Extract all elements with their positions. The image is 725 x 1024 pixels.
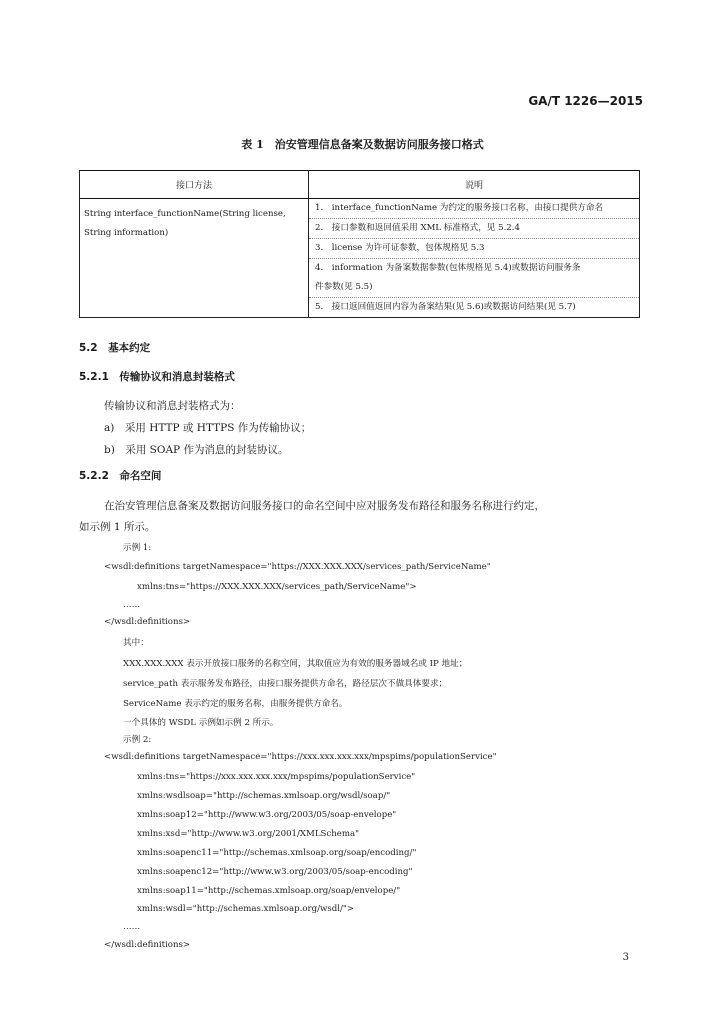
notes-label: 其中： [123, 638, 149, 648]
code-line: xmlns:wsdlsoap="http://schemas.xmlsoap.org/wsdl/soap/" [137, 791, 391, 801]
code-line: …… [123, 600, 141, 610]
column-header-description: 说明 [309, 171, 640, 199]
description-line: 3. license 为许可证参数，包体规格见 5.3 [309, 239, 639, 259]
description-line: 5. 接口返回值返回内容为备案结果(见 5.6)或数据访问结果(见 5.7) [315, 302, 576, 312]
note-line: XXX.XXX.XXX 表示开放接口服务的名称空间，其取值应为有效的服务器域名或 IP 地址； [123, 659, 468, 669]
table-title: 表 1 治安管理信息备案及数据访问服务接口格式 [241, 138, 484, 151]
code-line: <wsdl:definitions targetNamespace="https://XXX.XXX.XXX/services_path/ServiceName" [104, 562, 491, 572]
section-heading-5-2-1: 5.2.1 传输协议和消息封装格式 [79, 371, 235, 383]
description-line: 2. 接口参数和返回值采用 XML 标准格式，见 5.2.4 [309, 219, 639, 239]
code-line: xmlns:tns="https://xxx.xxx.xxx.xxx/mpspims/populationService" [137, 772, 416, 782]
code-line: xmlns:xsd="http://www.w3.org/2001/XMLSchema" [137, 829, 360, 839]
description-cell [309, 199, 640, 318]
paragraph-text: 在治安管理信息备案及数据访问服务接口的命名空间中应对服务发布路径和服务名称进行约定， [104, 500, 545, 512]
standard-code: GA/T 1226—2015 [528, 94, 643, 108]
note-line: 一个具体的 WSDL 示例如示例 2 所示。 [123, 718, 279, 728]
note-line: ServiceName 表示约定的服务名称，由服务提供方命名。 [123, 699, 348, 709]
column-header-method: 接口方法 [80, 171, 309, 199]
code-line: </wsdl:definitions> [104, 617, 191, 627]
code-line: </wsdl:definitions> [104, 940, 191, 950]
description-line: 件参数(见 5.5) [309, 278, 639, 298]
code-line: …… [123, 922, 141, 932]
section-heading-5-2: 5.2 基本约定 [79, 342, 151, 354]
interface-format-table [79, 170, 640, 318]
method-signature-cell: String interface_functionName(String license, String information) [80, 199, 309, 318]
note-line: service_path 表示服务发布路径，由接口服务提供方命名，路径层次不做具体要求； [123, 679, 448, 689]
code-line: xmlns:soap12="http://www.w3.org/2003/05/soap-envelope" [137, 810, 397, 820]
list-item-b: b) 采用 SOAP 作为消息的封装协议。 [104, 444, 289, 456]
code-line: xmlns:soapenc12="http://www.w3.org/2003/05/soap-encoding" [137, 867, 413, 877]
code-line: xmlns:wsdl="http://schemas.xmlsoap.org/wsdl/"> [137, 904, 355, 914]
code-line: xmlns:soap11="http://schemas.xmlsoap.org/soap/envelope/" [137, 886, 401, 896]
code-line: xmlns:tns="https://XXX.XXX.XXX/services_path/ServiceName"> [137, 582, 417, 592]
paragraph-text: 如示例 1 所示。 [79, 521, 156, 533]
code-line: <wsdl:definitions targetNamespace="https://xxx.xxx.xxx.xxx/mpspims/populationService" [104, 752, 497, 762]
example-label: 示例 2: [123, 735, 152, 745]
description-line: 1. interface_functionName 为约定的服务接口名称，由接口提供方命名 [309, 199, 639, 219]
section-heading-5-2-2: 5.2.2 命名空间 [79, 470, 162, 482]
page-number: 3 [622, 952, 629, 963]
list-item-a: a) 采用 HTTP 或 HTTPS 作为传输协议； [104, 422, 312, 434]
example-label: 示例 1: [123, 543, 152, 553]
code-line: xmlns:soapenc11="http://schemas.xmlsoap.org/soap/encoding/" [137, 848, 417, 858]
paragraph-text: 传输协议和消息封装格式为： [104, 400, 241, 412]
description-line: 4. information 为备案数据参数(包体规格见 5.4)或数据访问服务条 [315, 263, 581, 273]
